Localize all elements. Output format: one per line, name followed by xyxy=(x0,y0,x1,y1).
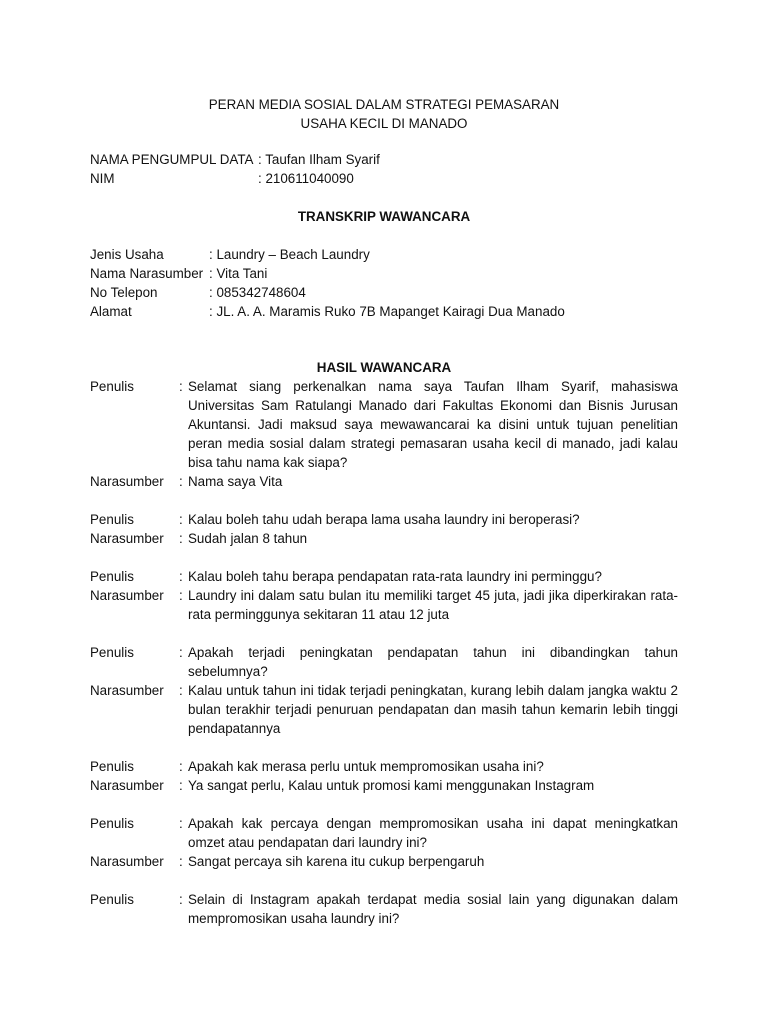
interview-text: Ya sangat perlu, Kalau untuk promosi kami menggunakan Instagram xyxy=(188,778,595,793)
speaker-label: Penulis xyxy=(90,816,134,831)
interview-text-block: : Kalau boleh tahu berapa pendapatan rata-rata laundry ini perminggu? xyxy=(179,569,602,584)
interview-text: Apakah kak percaya dengan mempromosikan usaha ini dapat meningkatkan omzet atau pendapatan dari laundry ini? xyxy=(188,816,678,850)
interview-text-block: : Selain di Instagram apakah terdapat media sosial lain yang digunakan dalam mempromosikan usaha laundry ini? xyxy=(179,892,678,926)
speaker-label: Narasumber xyxy=(90,474,164,489)
interview-text: Sangat percaya sih karena itu cukup berpengaruh xyxy=(188,854,485,869)
interview-text: Sudah jalan 8 tahun xyxy=(188,531,308,546)
interview-text-block: : Kalau untuk tahun ini tidak terjadi peningkatan, kurang lebih dalam jangka waktu 2 bulan terakhir terjadi penuruan pendapatan dan masih tahun kemarin lebih tinggi pendapatannya xyxy=(179,683,678,736)
document-title-line-1: PERAN MEDIA SOSIAL DALAM STRATEGI PEMASARAN xyxy=(208,97,560,112)
interview-text-block: : Apakah terjadi peningkatan pendapatan tahun ini dibandingkan tahun sebelumnya? xyxy=(179,645,678,679)
detail-value: : Vita Tani xyxy=(209,266,268,281)
detail-value: : 085342748604 xyxy=(209,285,306,300)
detail-label: No Telepon xyxy=(90,285,158,300)
detail-label: Jenis Usaha xyxy=(90,247,164,262)
interview-text-block: : Sudah jalan 8 tahun xyxy=(179,531,308,546)
interview-text-block: : Apakah kak merasa perlu untuk mempromosikan usaha ini? xyxy=(179,759,544,774)
speaker-label: Penulis xyxy=(90,512,134,527)
document-title-line-2: USAHA KECIL DI MANADO xyxy=(300,116,468,131)
nim-value: : 210611040090 xyxy=(258,171,354,186)
interview-text: Apakah terjadi peningkatan pendapatan tahun ini dibandingkan tahun sebelumnya? xyxy=(188,645,678,679)
speaker-label: Narasumber xyxy=(90,683,164,698)
speaker-label: Narasumber xyxy=(90,854,164,869)
interview-text-block: : Nama saya Vita xyxy=(179,474,283,489)
interview-text-block: : Ya sangat perlu, Kalau untuk promosi kami menggunakan Instagram xyxy=(179,778,595,793)
speaker-label: Penulis xyxy=(90,892,134,907)
collector-label: NAMA PENGUMPUL DATA xyxy=(90,152,254,167)
speaker-label: Penulis xyxy=(90,759,134,774)
speaker-label: Penulis xyxy=(90,569,134,584)
interview-text-block: : Selamat siang perkenalkan nama saya Taufan Ilham Syarif, mahasiswa Universitas Sam Ratulangi Manado dari Fakultas Ekonomi dan Bisnis Jurusan Akuntansi. Jadi maksud saya mewawancarai ka disini untuk tujuan penelitian peran media sosial dalam strategi pemasaran usaha kecil di manado, jadi kalau bisa tahu nama kak siapa? xyxy=(179,379,678,470)
interview-text: Selamat siang perkenalkan nama saya Taufan Ilham Syarif, mahasiswa Universitas Sam Ratulangi Manado dari Fakultas Ekonomi dan Bisnis Jurusan Akuntansi. Jadi maksud saya mewawancarai ka disini untuk tujuan penelitian peran media sosial dalam strategi pemasaran usaha kecil di manado, jadi kalau bisa tahu nama kak siapa? xyxy=(188,379,678,470)
interview-text: Kalau boleh tahu udah berapa lama usaha laundry ini beroperasi? xyxy=(188,512,580,527)
interview-text: Selain di Instagram apakah terdapat media sosial lain yang digunakan dalam mempromosikan usaha laundry ini? xyxy=(188,892,678,926)
interview-text-block: : Sangat percaya sih karena itu cukup berpengaruh xyxy=(179,854,485,869)
detail-value: : Laundry – Beach Laundry xyxy=(209,247,370,262)
interview-text-block: : Apakah kak percaya dengan mempromosikan usaha ini dapat meningkatkan omzet atau pendapatan dari laundry ini? xyxy=(179,816,678,850)
speaker-label: Penulis xyxy=(90,379,134,394)
speaker-label: Narasumber xyxy=(90,531,164,546)
detail-value: : JL. A. A. Maramis Ruko 7B Mapanget Kairagi Dua Manado xyxy=(209,304,565,319)
interview-text: Nama saya Vita xyxy=(188,474,283,489)
interview-text-block: : Laundry ini dalam satu bulan itu memiliki target 45 juta, jadi jika diperkirakan rata-rata perminggunya sekitaran 11 atau 12 juta xyxy=(179,588,678,622)
collector-value: : Taufan Ilham Syarif xyxy=(258,152,380,167)
results-heading: HASIL WAWANCARA xyxy=(316,360,452,375)
detail-label: Nama Narasumber xyxy=(90,266,204,281)
interview-text: Laundry ini dalam satu bulan itu memiliki target 45 juta, jadi jika diperkirakan rata-rata perminggunya sekitaran 11 atau 12 juta xyxy=(188,588,678,622)
interview-text: Kalau boleh tahu berapa pendapatan rata-rata laundry ini perminggu? xyxy=(188,569,602,584)
speaker-label: Narasumber xyxy=(90,778,164,793)
nim-label: NIM xyxy=(90,171,115,186)
speaker-label: Narasumber xyxy=(90,588,164,603)
interview-text-block: : Kalau boleh tahu udah berapa lama usaha laundry ini beroperasi? xyxy=(179,512,580,527)
detail-label: Alamat xyxy=(90,304,132,319)
interview-text: Kalau untuk tahun ini tidak terjadi peningkatan, kurang lebih dalam jangka waktu 2 bulan terakhir terjadi penuruan pendapatan dan masih tahun kemarin lebih tinggi pendapatannya xyxy=(188,683,678,736)
speaker-label: Penulis xyxy=(90,645,134,660)
transcript-heading: TRANSKRIP WAWANCARA xyxy=(297,209,471,224)
interview-text: Apakah kak merasa perlu untuk mempromosikan usaha ini? xyxy=(188,759,544,774)
